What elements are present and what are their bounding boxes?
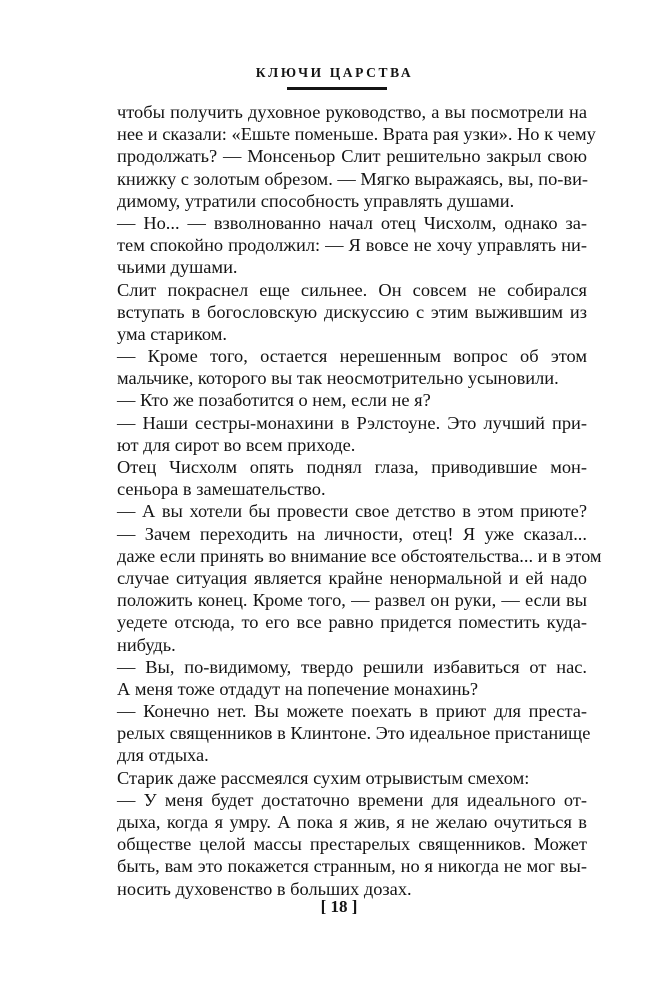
text-line: положить конец. Кроме того, — развел он руки, — если вы <box>117 590 587 611</box>
text-line: Слит покраснел еще сильнее. Он совсем не собирался <box>117 279 587 300</box>
text-line: Отец Чисхолм опять поднял глаза, приводившие мон- <box>117 457 587 477</box>
text-line: чьими душами. <box>117 257 238 278</box>
text-line: обществе целой массы престарелых священников. Может <box>117 834 587 855</box>
text-line: — У меня будет достаточно времени для идеального от- <box>117 789 587 810</box>
text-line: для отдыха. <box>117 745 209 766</box>
text-line: — Вы, по-видимому, твердо решили избавиться от нас. <box>117 656 587 677</box>
text-line: книжку с золотым обрезом. — Мягко выражаясь, вы, по-ви- <box>117 168 589 189</box>
text-line: ума стариком. <box>117 323 227 344</box>
text-line: — А вы хотели бы провести свое детство в этом приюте? <box>117 501 587 522</box>
text-line: мальчике, которого вы так неосмотрительно усыновили. <box>117 368 559 389</box>
text-line: релых священников в Клинтоне. Это идеальное пристанище <box>117 723 591 744</box>
text-line: — Конечно нет. Вы можете поехать в приют для преста- <box>117 701 587 722</box>
text-line: — Но... — взволнованно начал отец Чисхолм, однако за- <box>117 212 587 233</box>
text-line: вступать в богословскую дискуссию с этим выжившим из <box>117 301 587 322</box>
text-line: сеньора в замешательство. <box>117 479 326 500</box>
text-line: дыха, когда я умру. А пока я жив, я не желаю очутиться в <box>117 812 587 832</box>
text-line: даже если принять во внимание все обстоятельства... и в этом <box>117 545 602 566</box>
text-line: — Наши сестры-монахини в Рэлстоуне. Это лучший при- <box>117 412 587 433</box>
text-line: носить духовенство в больших дозах. <box>117 878 412 899</box>
text-line: — Зачем переходить на личности, отец! Я уже сказал... <box>117 523 587 544</box>
text-line: продолжать? — Монсеньор Слит решительно закрыл свою <box>117 146 587 167</box>
text-line: случае ситуация является крайне ненормальной и ей надо <box>117 567 587 588</box>
text-line: А меня тоже отдадут на попечение монахинь? <box>117 678 479 699</box>
text-line: чтобы получить духовное руководство, а вы посмотрели на <box>117 102 587 122</box>
running-header <box>0 64 666 82</box>
text-line: нибудь. <box>117 634 176 655</box>
text-line: ют для сирот во всем приходе. <box>117 434 356 455</box>
running-header-title: КЛЮЧИ ЦАРСТВА <box>255 65 414 80</box>
header-rule <box>287 87 387 90</box>
text-line: быть, вам это покажется странным, но я никогда не мог вы- <box>117 856 587 877</box>
text-line: — Кроме того, остается нерешенным вопрос об этом <box>117 346 587 367</box>
text-line: — Кто же позаботится о нем, если не я? <box>117 390 431 411</box>
text-line: нее и сказали: «Ешьте поменьше. Врата рая узки». Но к чему <box>117 124 596 145</box>
page-number: [ 18 ] <box>320 897 358 916</box>
text-line: уедете отсюда, то его все равно придется поместить куда- <box>117 612 587 633</box>
body-text <box>117 101 602 900</box>
text-line: тем спокойно продолжил: — Я вовсе не хочу управлять ни- <box>117 235 587 256</box>
text-line: Старик даже рассмеялся сухим отрывистым смехом: <box>117 767 530 788</box>
text-line: димому, утратили способность управлять душами. <box>117 190 515 211</box>
